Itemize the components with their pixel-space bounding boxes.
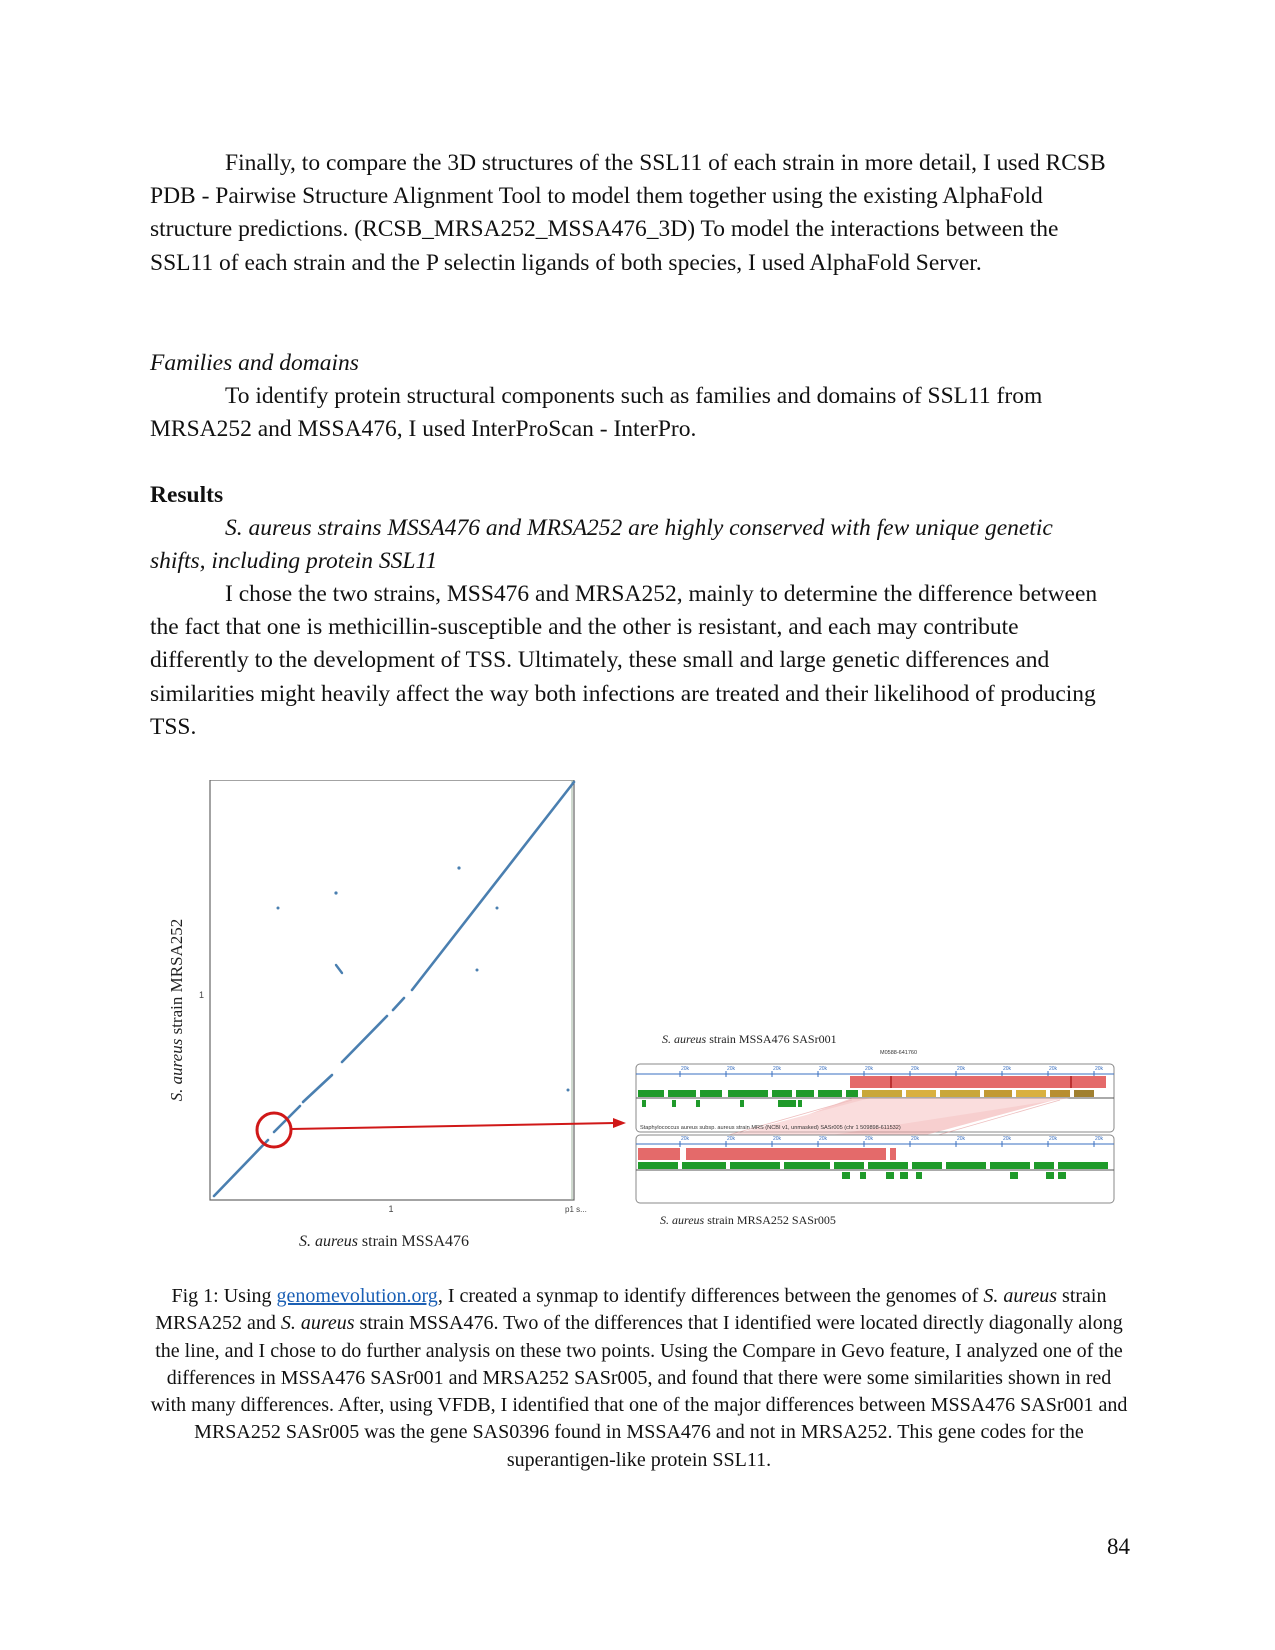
bottom-track-gene [1010,1172,1018,1179]
bottom-track-gene [916,1172,922,1179]
top-track-gene [1050,1090,1070,1097]
top-track-tick-label: 20k [1095,1066,1104,1072]
gevo-middle-label: Staphylococcus aureus subsp. aureus strain MRS (NCBI v1, unmasked) SASr005 (chr 1 509898-611532) [640,1125,901,1131]
bottom-track-gene [1046,1172,1054,1179]
top-track-gene [1016,1090,1046,1097]
top-track-tick-label: 20k [865,1066,874,1072]
dotplot-x-axis-label: S. aureus strain MSSA476 [298,1233,470,1250]
top-track-tick-label: 20k [681,1066,690,1072]
gevo-top-region-tag: M0588-641760 [880,1050,918,1056]
bottom-track-gene [834,1162,864,1169]
top-track-gene [740,1100,744,1107]
dotplot-frame [210,780,574,1200]
bottom-track-tick-label: 20k [1003,1136,1012,1142]
top-track-gene [940,1090,980,1097]
top-track-gene [668,1090,696,1097]
top-track-tick-label: 20k [773,1066,782,1072]
bottom-track-gene [900,1172,908,1179]
top-track-gene [778,1100,796,1107]
genomevolution-link[interactable]: genomevolution.org [276,1285,438,1307]
gevo-bottom-track [636,1135,1114,1203]
bottom-similarity-region-1 [638,1148,680,1160]
paragraph-3d-structure: Finally, to compare the 3D structures of the SSL11 of each strain in more detail, I used RCSB PDB - Pairwise Structure Alignment Tool to model them together using the existing AlphaFold structure predictions. (RCSB_MRSA252_MSSA476_3D) To model the interactions between the SSL11 of each strain and the P selectin ligands of both species, I used AlphaFold Server. [150,150,1106,276]
bottom-track-gene [946,1162,986,1169]
top-track-gene [796,1090,814,1097]
bottom-track-tick-label: 20k [773,1136,782,1142]
bottom-track-gene [730,1162,780,1169]
dotplot-y-axis-label: S. aureus strain MRSA252 [167,918,186,1102]
bottom-track-gene [886,1172,894,1179]
top-track-tick-label: 20k [1049,1066,1058,1072]
bottom-track-gene [842,1172,850,1179]
figure-1 [0,780,1275,1270]
bottom-track-gene [912,1162,942,1169]
paragraph-results: I chose the two strains, MSS476 and MRSA252, mainly to determine the difference between the fact that one is methicillin-susceptible and the other is resistant, and each may contribute differently to the development of TSS. Ultimately, these small and large genetic differences and similarities might heavily affect the way both infections are treated and their likelihood of producing TSS. [150,581,1098,740]
synmap-dotplot [167,780,626,1250]
gevo-top-label: S. aureus strain MSSA476 SASr001 [662,1032,837,1046]
bottom-track-gene [784,1162,830,1169]
bottom-track-gene [638,1162,678,1169]
bottom-track-tick-label: 20k [681,1136,690,1142]
dotplot-x-tick: 1 [388,1204,394,1214]
gevo-comparison [636,1032,1114,1227]
results-subheading: S. aureus strains MSSA476 and MRSA252 are highly conserved with few unique genetic shifts, including protein SSL11 [150,515,1053,575]
bottom-track-tick-label: 20k [911,1136,920,1142]
top-track-tick-label: 20k [819,1066,828,1072]
top-track-tick-label: 20k [1003,1066,1012,1072]
bottom-track-gene [682,1162,726,1169]
top-track-gene [696,1100,700,1107]
bottom-track-tick-label: 20k [865,1136,874,1142]
bottom-track-gene [1058,1172,1066,1179]
top-track-gene [642,1100,646,1107]
top-track-gene [906,1090,936,1097]
top-track-gene [700,1090,722,1097]
top-track-gene [1074,1090,1094,1097]
top-track-gene [818,1090,842,1097]
bottom-track-tick-label: 20k [819,1136,828,1142]
top-track-gene [984,1090,1012,1097]
top-track-tick-label: 20k [727,1066,736,1072]
page-number: 84 [1107,1534,1130,1559]
top-similarity-region [850,1076,1106,1088]
bottom-track-gene [860,1172,866,1179]
top-track-gene [798,1100,802,1107]
top-track-tick-label: 20k [957,1066,966,1072]
bottom-track-gene [868,1162,908,1169]
dotplot-corner-tick: p1 s... [565,1205,587,1214]
bottom-track-gene [1034,1162,1054,1169]
difference-arrow-head [613,1118,626,1128]
bottom-track-gene [1058,1162,1108,1169]
figure-graphic [0,780,1275,1270]
top-track-gene [862,1090,902,1097]
top-track-gene [772,1090,792,1097]
top-track-gene [638,1090,664,1097]
top-track-tick-label: 20k [911,1066,920,1072]
top-track-gene [846,1090,858,1097]
bottom-track-tick-label: 20k [1095,1136,1104,1142]
bottom-track-tick-label: 20k [727,1136,736,1142]
top-track-gene [728,1090,768,1097]
bottom-similarity-region-2 [686,1148,886,1160]
bottom-track-gene [990,1162,1030,1169]
families-heading: Families and domains [150,350,359,376]
gevo-bottom-label: S. aureus strain MRSA252 SASr005 [660,1213,836,1227]
dotplot-y-tick: 1 [198,990,204,1000]
figure-caption: Fig 1: Using genomevolution.org, I created a synmap to identify differences between the genomes of S. aureus strain MRSA252 and S. aureus strain MSSA476. Two of the differences that I identified were located directly diagonally along the line, and I chose to do further analysis on these two points. Using the Compare in Gevo feature, I analyzed one of the differences in MSSA476 SASr001 and MRSA252 SASr005, and found that there were some similarities shown in red with many differences. After, using VFDB, I identified that one of the major differences between MSSA476 SASr001 and MRSA252 SASr005 was the gene SAS0396 found in MSSA476 and not in MRSA252. This gene codes for the superantigen-like protein SSL11. [150,1285,1128,1471]
bottom-track-tick-label: 20k [1049,1136,1058,1142]
bottom-track-tick-label: 20k [957,1136,966,1142]
paragraph-families: To identify protein structural components such as families and domains of SSL11 from MRSA252 and MSSA476, I used InterProScan - InterPro. [150,383,1043,443]
results-heading: Results [150,482,224,508]
top-track-gene [672,1100,676,1107]
